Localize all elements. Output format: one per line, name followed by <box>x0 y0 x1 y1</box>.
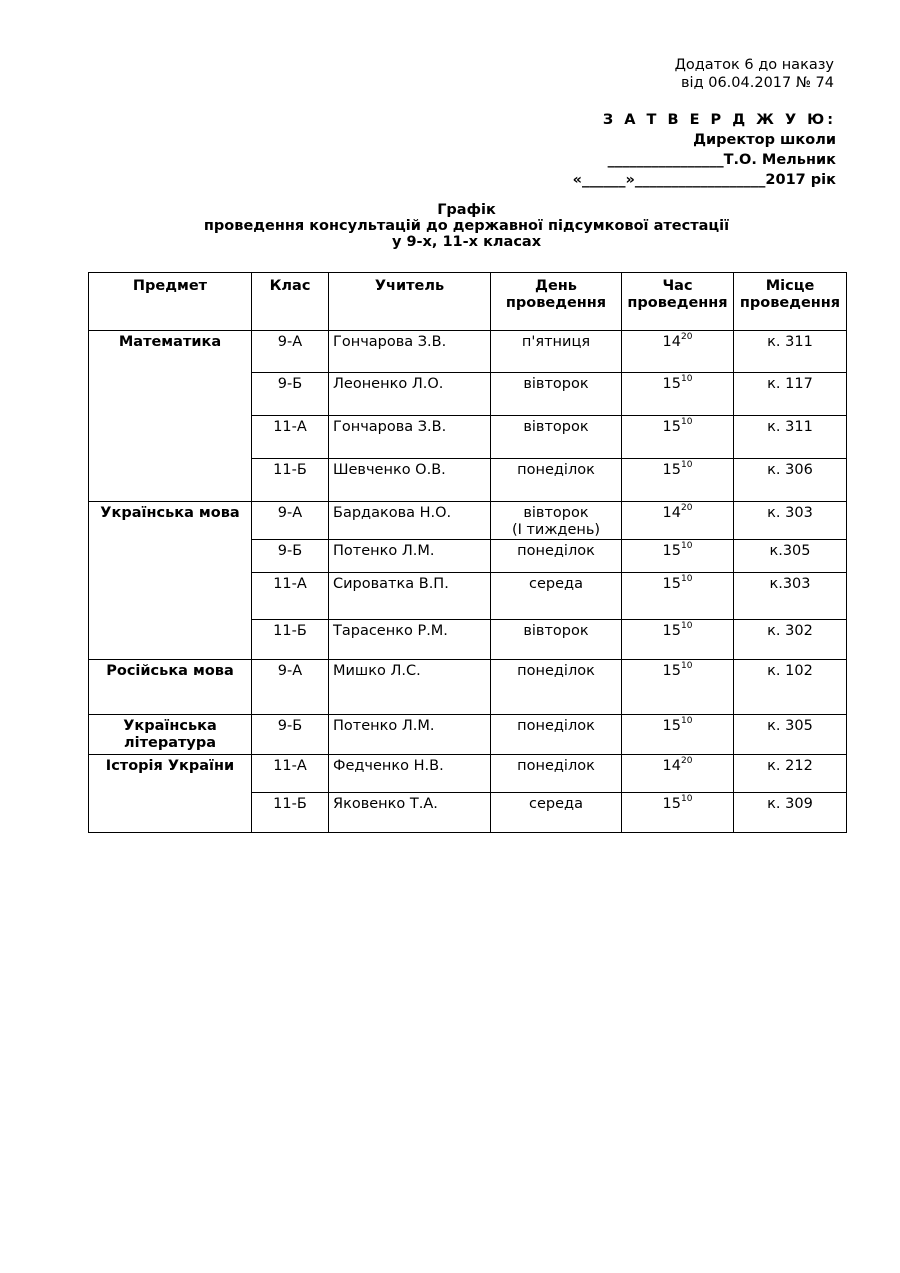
class-cell: 11-Б <box>252 620 329 660</box>
day-text: середа <box>529 796 583 812</box>
subject-cell: Українська мова <box>89 502 252 660</box>
time-minutes: 20 <box>681 503 693 514</box>
room-cell: к. 309 <box>734 793 847 833</box>
day-cell <box>491 502 622 540</box>
subject-cell: Російська мова <box>89 660 252 715</box>
time-minutes: 10 <box>681 541 693 552</box>
day-text: п'ятниця <box>521 334 591 350</box>
teacher-cell: Тарасенко Р.М. <box>329 620 491 660</box>
day-text: понеділок <box>517 663 595 679</box>
header-subject: Предмет <box>89 273 252 331</box>
header-class: Клас <box>252 273 329 331</box>
approval-title: З А Т В Е Р Д Ж У Ю: <box>602 112 836 128</box>
day-note: (І тиждень) <box>511 522 601 538</box>
time-minutes: 10 <box>681 716 693 727</box>
room-cell: к. 102 <box>734 660 847 715</box>
time-minutes: 10 <box>681 794 693 805</box>
day-cell <box>491 331 622 373</box>
title-line-2: проведення консультацій до державної підсумкової атестації <box>203 218 730 234</box>
time-minutes: 20 <box>681 332 693 343</box>
time-cell <box>622 373 734 416</box>
day-text: понеділок <box>517 543 595 559</box>
class-cell: 9-А <box>252 331 329 373</box>
annex-note <box>675 56 834 92</box>
day-text: понеділок <box>517 758 595 774</box>
time-hours: 15 <box>662 376 681 392</box>
day-cell <box>491 540 622 573</box>
time-minutes: 10 <box>681 460 693 471</box>
day-cell <box>491 793 622 833</box>
class-cell: 11-Б <box>252 793 329 833</box>
day-cell <box>491 373 622 416</box>
room-cell: к. 311 <box>734 416 847 459</box>
time-minutes: 20 <box>681 756 693 767</box>
day-text: понеділок <box>517 718 595 734</box>
room-cell: к. 306 <box>734 459 847 502</box>
annex-line-order: Додаток 6 до наказу <box>674 57 834 73</box>
subject-cell: Історія України <box>89 755 252 833</box>
header-day: День проведення <box>491 273 622 331</box>
consultation-schedule-table <box>88 272 847 833</box>
approval-date: «______»__________________2017 рік <box>572 172 836 188</box>
day-text: середа <box>529 576 583 592</box>
room-cell: к. 311 <box>734 331 847 373</box>
class-cell: 9-А <box>252 660 329 715</box>
subject-cell: Математика <box>89 331 252 502</box>
teacher-cell: Шевченко О.В. <box>329 459 491 502</box>
time-cell <box>622 715 734 755</box>
time-cell <box>622 573 734 620</box>
time-hours: 15 <box>662 419 681 435</box>
time-cell <box>622 755 734 793</box>
class-cell: 11-А <box>252 573 329 620</box>
teacher-cell: Федченко Н.В. <box>329 755 491 793</box>
time-hours: 15 <box>662 718 681 734</box>
time-cell <box>622 660 734 715</box>
class-cell: 11-А <box>252 416 329 459</box>
time-hours: 15 <box>662 576 681 592</box>
approval-signature: ________________Т.О. Мельник <box>607 152 836 168</box>
time-hours: 15 <box>662 543 681 559</box>
time-hours: 14 <box>662 758 681 774</box>
room-cell: к. 212 <box>734 755 847 793</box>
day-text: вівторок <box>523 505 589 521</box>
table-row <box>89 502 847 540</box>
teacher-cell: Потенко Л.М. <box>329 540 491 573</box>
day-text: вівторок <box>523 623 589 639</box>
time-hours: 15 <box>662 462 681 478</box>
time-minutes: 10 <box>681 661 693 672</box>
approval-block <box>573 110 836 190</box>
time-cell <box>622 793 734 833</box>
teacher-cell: Леоненко Л.О. <box>329 373 491 416</box>
table-row <box>89 715 847 755</box>
table-row <box>89 755 847 793</box>
class-cell: 9-Б <box>252 373 329 416</box>
room-cell: к.305 <box>734 540 847 573</box>
room-cell: к. 305 <box>734 715 847 755</box>
teacher-cell: Гончарова З.В. <box>329 331 491 373</box>
time-cell <box>622 331 734 373</box>
time-minutes: 10 <box>681 374 693 385</box>
time-minutes: 10 <box>681 574 693 585</box>
time-cell <box>622 459 734 502</box>
teacher-cell: Яковенко Т.А. <box>329 793 491 833</box>
teacher-cell: Гончарова З.В. <box>329 416 491 459</box>
teacher-cell: Мишко Л.С. <box>329 660 491 715</box>
time-hours: 14 <box>662 505 681 521</box>
teacher-cell: Потенко Л.М. <box>329 715 491 755</box>
header-room: Місце проведення <box>734 273 847 331</box>
table-row <box>89 660 847 715</box>
time-hours: 14 <box>662 334 681 350</box>
class-cell: 11-А <box>252 755 329 793</box>
room-cell: к. 303 <box>734 502 847 540</box>
class-cell: 9-А <box>252 502 329 540</box>
room-cell: к. 117 <box>734 373 847 416</box>
time-hours: 15 <box>662 796 681 812</box>
time-minutes: 10 <box>681 621 693 632</box>
title-line-1: Графік <box>437 202 496 218</box>
header-time: Час проведення <box>622 273 734 331</box>
document-title <box>0 202 900 250</box>
day-cell <box>491 573 622 620</box>
day-cell <box>491 416 622 459</box>
class-cell: 9-Б <box>252 540 329 573</box>
day-cell <box>491 459 622 502</box>
annex-line-date: від 06.04.2017 № 74 <box>681 75 834 91</box>
time-minutes: 10 <box>681 417 693 428</box>
day-cell <box>491 660 622 715</box>
day-cell <box>491 755 622 793</box>
time-cell <box>622 502 734 540</box>
teacher-cell: Сироватка В.П. <box>329 573 491 620</box>
class-cell: 9-Б <box>252 715 329 755</box>
day-cell <box>491 620 622 660</box>
title-line-3: у 9-х, 11-х класах <box>391 234 542 250</box>
teacher-cell: Бардакова Н.О. <box>329 502 491 540</box>
room-cell: к.303 <box>734 573 847 620</box>
approval-position: Директор школи <box>693 132 836 148</box>
time-hours: 15 <box>662 663 681 679</box>
table-row <box>89 331 847 373</box>
day-text: вівторок <box>523 376 589 392</box>
time-hours: 15 <box>662 623 681 639</box>
subject-cell: Українська література <box>89 715 252 755</box>
day-text: понеділок <box>517 462 595 478</box>
day-cell <box>491 715 622 755</box>
table-header-row <box>89 273 847 331</box>
time-cell <box>622 416 734 459</box>
room-cell: к. 302 <box>734 620 847 660</box>
header-teacher: Учитель <box>329 273 491 331</box>
time-cell <box>622 620 734 660</box>
schedule-body <box>89 331 847 833</box>
day-text: вівторок <box>523 419 589 435</box>
class-cell: 11-Б <box>252 459 329 502</box>
time-cell <box>622 540 734 573</box>
